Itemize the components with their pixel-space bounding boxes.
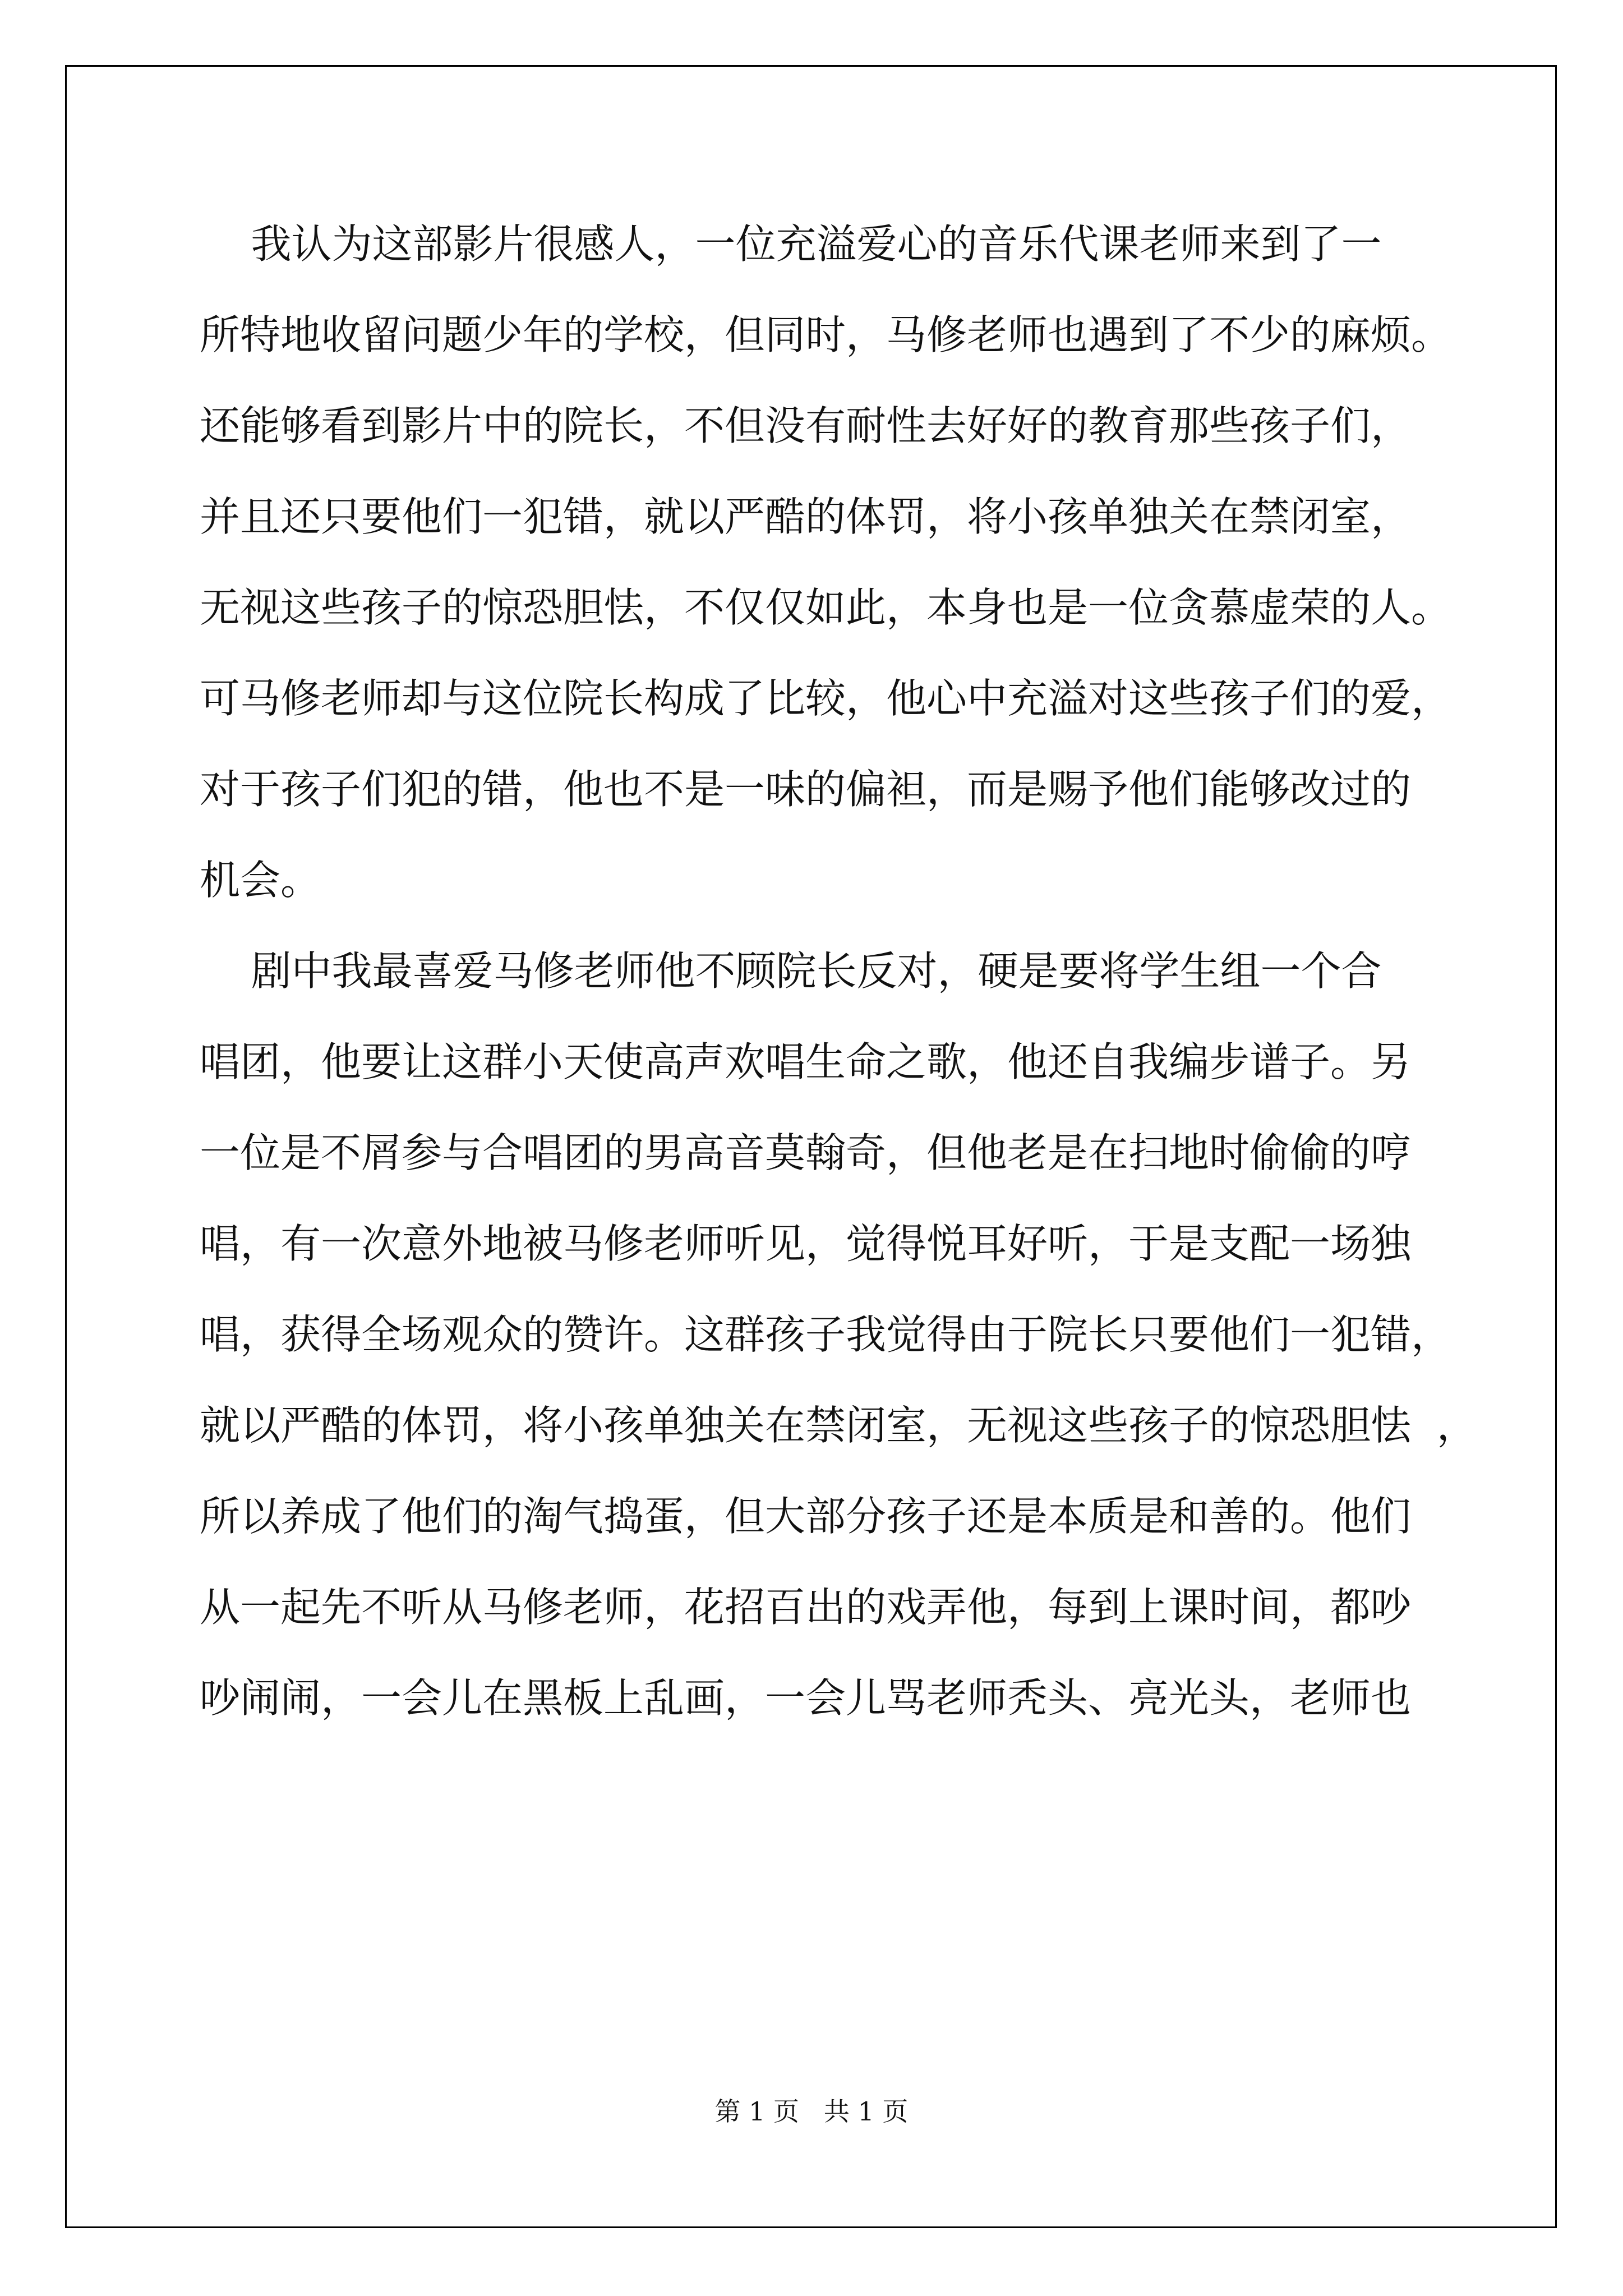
text-line-3: 还能够看到影片中的院长，不但没有耐性去好好的教育那些孩子们，	[200, 402, 1412, 449]
text-line-16: 从一起先不听从马修老师，花招百出的戏弄他，每到上课时间，都吵	[200, 1584, 1412, 1631]
text-line-7: 对于孩子们犯的错，他也不是一味的偏袒，而是赐予他们能够改过的	[200, 766, 1412, 813]
text-line-8: 机会。	[200, 857, 321, 904]
text-line-13: 唱，获得全场观众的赞许。这群孩子我觉得由于院长只要他们一犯错，	[200, 1311, 1452, 1358]
text-line-11: 一位是不屑参与合唱团的男高音莫翰奇，但他老是在扫地时偷偷的哼	[200, 1129, 1412, 1176]
text-line-6: 可马修老师却与这位院长构成了比较，他心中充溢对这些孩子们的爱，	[200, 675, 1452, 722]
text-line-17: 吵闹闹，一会儿在黑板上乱画，一会儿骂老师秃头、亮光头，老师也	[200, 1674, 1412, 1722]
text-line-10: 唱团，他要让这群小天使高声欢唱生命之歌，他还自我编步谱子。另	[200, 1038, 1412, 1085]
text-line-15: 所以养成了他们的淘气捣蛋，但大部分孩子还是本质是和善的。他们	[200, 1493, 1412, 1540]
body-text	[200, 216, 1477, 1761]
page-footer: 第 1 页 共 1 页	[714, 2096, 909, 2127]
text-line-5: 无视这些孩子的惊恐胆怯，不仅仅如此，本身也是一位贪慕虚荣的人。	[200, 584, 1452, 631]
text-line-1: 我认为这部影片很感人，一位充溢爱心的音乐代课老师来到了一	[200, 220, 1382, 268]
text-line-9: 剧中我最喜爱马修老师他不顾院长反对，硬是要将学生组一个合	[200, 947, 1382, 995]
text-line-4: 并且还只要他们一犯错，就以严酷的体罚，将小孩单独关在禁闭室，	[200, 493, 1412, 540]
text-line-14: 就以严酷的体罚，将小孩单独关在禁闭室，无视这些孩子的惊恐胆怯 ，	[200, 1402, 1477, 1449]
text-line-12: 唱，有一次意外地被马修老师听见，觉得悦耳好听，于是支配一场独	[200, 1220, 1412, 1267]
text-line-2: 所特地收留问题少年的学校，但同时，马修老师也遇到了不少的麻烦。	[200, 311, 1452, 358]
